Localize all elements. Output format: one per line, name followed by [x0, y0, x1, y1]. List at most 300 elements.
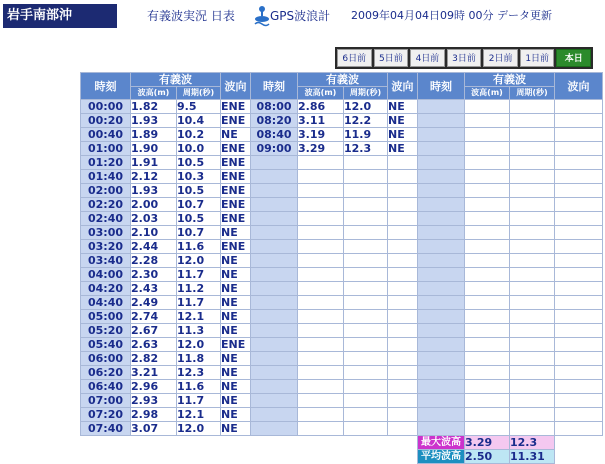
height-cell: 1.82 [131, 100, 177, 114]
time-cell [418, 394, 465, 408]
time-cell [418, 282, 465, 296]
direction-cell [388, 240, 418, 254]
table-row [81, 380, 603, 394]
direction-cell [555, 296, 603, 310]
period-cell: 12.1 [177, 408, 221, 422]
height-header: 波高(m) [131, 87, 177, 100]
direction-cell: NE [221, 268, 251, 282]
period-cell: 10.0 [177, 142, 221, 156]
time-cell [251, 170, 298, 184]
time-cell [418, 310, 465, 324]
period-cell [510, 114, 555, 128]
max-period: 12.3 [510, 436, 555, 450]
height-cell [465, 198, 510, 212]
direction-cell [388, 184, 418, 198]
direction-cell: ENE [221, 184, 251, 198]
height-cell [298, 184, 344, 198]
period-cell: 9.5 [177, 100, 221, 114]
period-cell: 10.5 [177, 184, 221, 198]
direction-cell: ENE [221, 170, 251, 184]
day-button-0[interactable]: 6日前 [337, 49, 372, 67]
direction-cell [555, 268, 603, 282]
height-cell: 2.10 [131, 226, 177, 240]
time-cell: 07:40 [81, 422, 131, 436]
height-cell: 3.19 [298, 128, 344, 142]
period-cell: 10.2 [177, 128, 221, 142]
time-cell: 02:00 [81, 184, 131, 198]
time-cell: 00:40 [81, 128, 131, 142]
time-cell [418, 324, 465, 338]
day-button-4[interactable]: 2日前 [483, 49, 518, 67]
time-header: 時刻 [251, 73, 298, 100]
direction-cell [388, 226, 418, 240]
height-cell [298, 170, 344, 184]
blank-cell [555, 436, 603, 450]
period-cell [344, 408, 388, 422]
direction-cell [555, 310, 603, 324]
period-cell: 10.5 [177, 156, 221, 170]
height-cell [298, 422, 344, 436]
period-cell [344, 394, 388, 408]
time-cell: 03:40 [81, 254, 131, 268]
day-button-2[interactable]: 4日前 [410, 49, 445, 67]
time-cell [251, 282, 298, 296]
period-cell: 11.6 [177, 380, 221, 394]
period-cell [344, 226, 388, 240]
direction-header: 波向 [555, 73, 603, 100]
height-cell [298, 268, 344, 282]
direction-cell [388, 198, 418, 212]
direction-cell [555, 142, 603, 156]
period-cell [344, 366, 388, 380]
direction-cell [388, 156, 418, 170]
height-cell: 3.29 [298, 142, 344, 156]
period-cell: 12.0 [344, 100, 388, 114]
period-cell [510, 324, 555, 338]
time-cell [251, 226, 298, 240]
time-cell [418, 240, 465, 254]
direction-cell [388, 268, 418, 282]
direction-cell: NE [221, 394, 251, 408]
table-row [81, 310, 603, 324]
update-time: 2009年04月04日09時 00分 データ更新 [351, 9, 552, 22]
time-cell [251, 324, 298, 338]
direction-cell [555, 380, 603, 394]
period-cell [510, 352, 555, 366]
time-cell: 05:00 [81, 310, 131, 324]
direction-cell [388, 394, 418, 408]
table-row [81, 226, 603, 240]
time-cell: 01:40 [81, 170, 131, 184]
direction-cell [388, 324, 418, 338]
height-cell: 2.67 [131, 324, 177, 338]
time-cell: 00:20 [81, 114, 131, 128]
direction-cell: NE [221, 422, 251, 436]
time-cell [418, 170, 465, 184]
direction-cell: ENE [221, 198, 251, 212]
direction-cell [388, 366, 418, 380]
period-cell [510, 212, 555, 226]
direction-cell: NE [221, 366, 251, 380]
sig-wave-header: 有義波 [131, 73, 221, 87]
table-row [81, 268, 603, 282]
sig-wave-header: 有義波 [465, 73, 555, 87]
period-cell [344, 156, 388, 170]
time-cell [251, 366, 298, 380]
direction-cell: ENE [221, 338, 251, 352]
avg-label: 平均波高 [418, 450, 465, 464]
direction-cell [555, 422, 603, 436]
direction-cell: NE [388, 100, 418, 114]
period-cell [344, 170, 388, 184]
height-cell: 2.82 [131, 352, 177, 366]
period-cell: 11.3 [177, 324, 221, 338]
day-button-6[interactable]: 本日 [556, 49, 591, 67]
direction-cell: NE [221, 324, 251, 338]
time-cell [418, 156, 465, 170]
direction-cell [555, 366, 603, 380]
time-cell: 07:00 [81, 394, 131, 408]
direction-cell [555, 324, 603, 338]
direction-cell: NE [221, 296, 251, 310]
direction-cell [388, 310, 418, 324]
direction-cell [388, 282, 418, 296]
height-cell [465, 170, 510, 184]
height-cell: 2.63 [131, 338, 177, 352]
height-cell [465, 212, 510, 226]
direction-cell [555, 184, 603, 198]
direction-cell [388, 254, 418, 268]
period-cell [510, 296, 555, 310]
time-cell [418, 212, 465, 226]
direction-cell [555, 198, 603, 212]
day-button-3[interactable]: 3日前 [447, 49, 482, 67]
height-cell [465, 366, 510, 380]
direction-cell [388, 422, 418, 436]
direction-cell: NE [221, 408, 251, 422]
direction-cell [388, 296, 418, 310]
height-cell [298, 254, 344, 268]
direction-cell [388, 338, 418, 352]
height-cell [465, 156, 510, 170]
table-row [81, 100, 603, 114]
height-cell: 3.11 [298, 114, 344, 128]
time-cell [418, 366, 465, 380]
period-cell [344, 198, 388, 212]
time-cell: 02:20 [81, 198, 131, 212]
period-cell: 12.0 [177, 422, 221, 436]
height-cell: 2.28 [131, 254, 177, 268]
day-button-1[interactable]: 5日前 [374, 49, 409, 67]
table-row [81, 408, 603, 422]
height-cell [465, 296, 510, 310]
time-cell [251, 254, 298, 268]
time-cell: 03:00 [81, 226, 131, 240]
period-cell: 10.4 [177, 114, 221, 128]
time-cell: 03:20 [81, 240, 131, 254]
table-row [81, 324, 603, 338]
gps-label: GPS波浪計 [270, 9, 331, 23]
direction-cell [555, 254, 603, 268]
direction-cell: ENE [221, 100, 251, 114]
blank-cell [81, 450, 418, 464]
time-cell: 01:00 [81, 142, 131, 156]
height-cell: 2.98 [131, 408, 177, 422]
height-cell: 3.07 [131, 422, 177, 436]
avg-row [81, 450, 603, 464]
avg-height: 2.50 [465, 450, 510, 464]
height-cell: 2.44 [131, 240, 177, 254]
height-cell: 2.93 [131, 394, 177, 408]
table-row [81, 156, 603, 170]
period-cell [344, 212, 388, 226]
table-row [81, 394, 603, 408]
height-cell [465, 408, 510, 422]
direction-cell [555, 338, 603, 352]
height-cell [465, 394, 510, 408]
direction-cell [555, 408, 603, 422]
period-cell: 10.5 [177, 212, 221, 226]
direction-cell: ENE [221, 142, 251, 156]
table-row [81, 212, 603, 226]
direction-cell [555, 128, 603, 142]
period-cell: 11.6 [177, 240, 221, 254]
height-cell [298, 324, 344, 338]
period-cell [510, 380, 555, 394]
time-cell: 05:20 [81, 324, 131, 338]
height-cell [298, 380, 344, 394]
table-row [81, 184, 603, 198]
direction-cell [555, 170, 603, 184]
direction-cell: ENE [221, 240, 251, 254]
height-cell [298, 338, 344, 352]
table-row [81, 366, 603, 380]
height-cell: 2.00 [131, 198, 177, 212]
height-cell: 1.93 [131, 184, 177, 198]
period-cell [344, 310, 388, 324]
period-cell [510, 170, 555, 184]
height-cell [465, 128, 510, 142]
direction-cell: NE [388, 114, 418, 128]
height-cell [465, 422, 510, 436]
time-cell [251, 240, 298, 254]
period-cell [510, 184, 555, 198]
period-cell [510, 226, 555, 240]
height-cell [465, 380, 510, 394]
period-cell: 11.2 [177, 282, 221, 296]
height-cell [465, 226, 510, 240]
buoy-icon [254, 4, 270, 28]
height-cell [298, 296, 344, 310]
period-cell: 12.1 [177, 310, 221, 324]
height-header: 波高(m) [298, 87, 344, 100]
height-cell [465, 268, 510, 282]
height-cell [298, 310, 344, 324]
page-title: 有義波実況 日表 [147, 9, 235, 23]
time-cell: 06:40 [81, 380, 131, 394]
day-button-5[interactable]: 1日前 [520, 49, 555, 67]
max-row [81, 436, 603, 450]
height-cell [465, 282, 510, 296]
period-cell [510, 408, 555, 422]
height-cell: 2.74 [131, 310, 177, 324]
max-label: 最大波高 [418, 436, 465, 450]
period-cell: 11.8 [177, 352, 221, 366]
period-cell: 11.9 [344, 128, 388, 142]
time-cell: 08:20 [251, 114, 298, 128]
height-cell: 2.86 [298, 100, 344, 114]
direction-cell: NE [221, 282, 251, 296]
direction-cell [555, 212, 603, 226]
table-row [81, 240, 603, 254]
direction-cell [555, 100, 603, 114]
direction-cell: NE [221, 380, 251, 394]
table-row [81, 198, 603, 212]
period-cell [510, 394, 555, 408]
time-cell [418, 268, 465, 282]
height-cell: 1.89 [131, 128, 177, 142]
time-cell: 01:20 [81, 156, 131, 170]
table-row [81, 128, 603, 142]
blank-cell [81, 436, 418, 450]
period-cell: 12.3 [344, 142, 388, 156]
height-cell [298, 240, 344, 254]
height-cell: 1.93 [131, 114, 177, 128]
direction-cell [388, 170, 418, 184]
period-cell [344, 282, 388, 296]
height-cell [298, 352, 344, 366]
time-cell: 06:00 [81, 352, 131, 366]
direction-cell: NE [221, 226, 251, 240]
period-cell [510, 268, 555, 282]
height-cell [298, 198, 344, 212]
time-cell [418, 100, 465, 114]
time-cell [251, 380, 298, 394]
time-cell: 04:20 [81, 282, 131, 296]
direction-cell [388, 408, 418, 422]
time-cell [418, 142, 465, 156]
time-cell: 02:40 [81, 212, 131, 226]
time-cell: 08:40 [251, 128, 298, 142]
period-cell [510, 310, 555, 324]
time-cell [418, 184, 465, 198]
period-cell [344, 422, 388, 436]
height-cell: 2.12 [131, 170, 177, 184]
direction-cell [555, 282, 603, 296]
period-header: 周期(秒) [510, 87, 555, 100]
period-cell: 12.2 [344, 114, 388, 128]
height-cell [298, 226, 344, 240]
height-cell [465, 240, 510, 254]
time-cell: 06:20 [81, 366, 131, 380]
period-header: 周期(秒) [344, 87, 388, 100]
height-cell [465, 338, 510, 352]
period-cell: 11.7 [177, 268, 221, 282]
height-cell [298, 282, 344, 296]
period-cell [510, 366, 555, 380]
time-header: 時刻 [418, 73, 465, 100]
direction-cell [388, 212, 418, 226]
period-cell [344, 324, 388, 338]
direction-cell: NE [388, 128, 418, 142]
height-cell [298, 156, 344, 170]
time-cell [251, 310, 298, 324]
period-cell: 12.0 [177, 338, 221, 352]
period-cell [344, 254, 388, 268]
time-cell: 00:00 [81, 100, 131, 114]
time-cell [418, 226, 465, 240]
time-header: 時刻 [81, 73, 131, 100]
direction-cell: NE [221, 254, 251, 268]
time-cell [418, 128, 465, 142]
height-cell [465, 310, 510, 324]
time-cell [251, 296, 298, 310]
table-row [81, 114, 603, 128]
direction-cell: ENE [221, 114, 251, 128]
time-cell [418, 296, 465, 310]
period-cell [510, 142, 555, 156]
period-cell [510, 198, 555, 212]
height-cell: 2.43 [131, 282, 177, 296]
period-cell [344, 352, 388, 366]
height-cell: 3.21 [131, 366, 177, 380]
time-cell [251, 352, 298, 366]
period-cell [510, 338, 555, 352]
direction-cell [555, 114, 603, 128]
table-row [81, 352, 603, 366]
time-cell [251, 338, 298, 352]
period-cell: 10.7 [177, 226, 221, 240]
height-cell: 1.90 [131, 142, 177, 156]
period-cell [510, 422, 555, 436]
time-cell [418, 198, 465, 212]
height-cell [465, 100, 510, 114]
direction-cell: NE [221, 310, 251, 324]
time-cell [251, 422, 298, 436]
time-cell [418, 114, 465, 128]
time-cell: 05:40 [81, 338, 131, 352]
direction-cell [555, 394, 603, 408]
height-header: 波高(m) [465, 87, 510, 100]
time-cell [418, 380, 465, 394]
height-cell: 2.49 [131, 296, 177, 310]
direction-cell [388, 380, 418, 394]
blank-cell [555, 450, 603, 464]
direction-cell [555, 352, 603, 366]
direction-header: 波向 [388, 73, 418, 100]
table-row [81, 296, 603, 310]
time-cell [418, 408, 465, 422]
height-cell: 1.91 [131, 156, 177, 170]
table-row [81, 282, 603, 296]
time-cell [418, 254, 465, 268]
time-cell [418, 352, 465, 366]
direction-cell [555, 156, 603, 170]
period-cell [510, 254, 555, 268]
height-cell [298, 366, 344, 380]
direction-cell: NE [388, 142, 418, 156]
period-cell [510, 240, 555, 254]
height-cell [465, 324, 510, 338]
time-cell: 07:20 [81, 408, 131, 422]
period-cell [510, 128, 555, 142]
direction-cell [388, 352, 418, 366]
period-cell [344, 268, 388, 282]
table-row [81, 170, 603, 184]
period-cell [344, 380, 388, 394]
period-cell: 12.0 [177, 254, 221, 268]
time-cell [251, 198, 298, 212]
